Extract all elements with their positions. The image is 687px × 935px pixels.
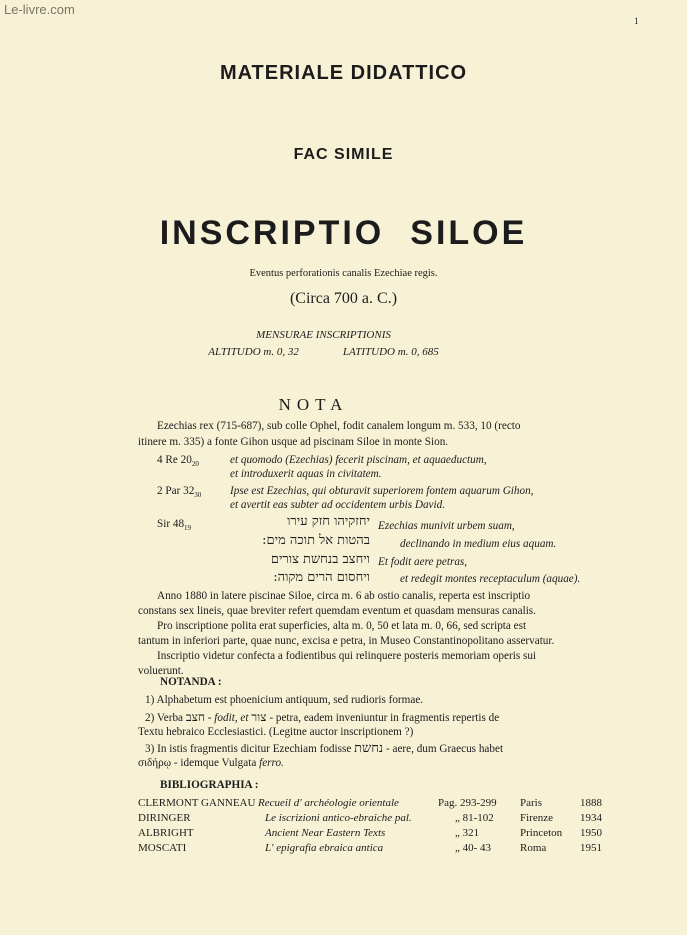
latitudo: LATITUDO m. 0, 685 [342,346,439,358]
bib-title: L' epigrafia ebraica antica [265,842,384,854]
bib-author: ALBRIGHT [138,827,194,839]
bib-year: 1934 [580,812,602,824]
hebrew-line-3: ויחצב בנחשת צורים [270,552,370,567]
ref-sir [157,518,191,535]
bib-pages: „ 81-102 [455,812,494,824]
ref-book: 2 Par 32 [157,485,195,497]
title-fac-simile: FAC SIMILE [293,146,394,163]
hebrew-line-1: יחזקיהו חזק עירו [287,514,370,529]
ref-2-par-line2: et avertit eas subter ad occidentem urbis David. [230,499,446,511]
nota-p3-line2: tantum in inferiori parte, quae nunc, excisa e petra, in Museo Constantinopolitano asservatur. [138,635,555,647]
nota-p4-line1: Inscriptio videtur confecta a fodientibus qui relinquere posteris memoriam operis sui [157,650,537,662]
bib-city: Princeton [520,827,563,839]
title-materiale-didattico: MATERIALE DIDATTICO [219,62,468,84]
bib-year: 1950 [580,827,602,839]
hebrew-line-2: בהטות אל תוכה מים: [262,533,370,548]
nota-p3-line1: Pro inscriptione polita erat superficies, alta m. 0, 50 et lata m. 0, 66, sed scripta est [157,620,527,632]
notanda-3-text: - idemque Vulgata [171,757,260,769]
bib-city: Firenze [520,812,553,824]
ref-2-par [157,485,201,502]
notanda-heading: NOTANDA : [160,676,222,688]
sir-latin-1: Ezechias munivit urbem suam, [378,520,515,532]
bibliography-heading: BIBLIOGRAPHIA : [160,779,259,791]
nota-p2-line2: constans sex lineis, quae breviter refert quemdam eventum et quasdam mensuras canalis. [138,605,536,617]
ref-book: 4 Re 20 [157,454,192,466]
ref-verse: 19 [184,524,192,533]
hebrew-line-4: ויחסום הרים מקוה: [273,570,370,585]
bib-author: CLERMONT GANNEAU [138,797,256,809]
notanda-2-text: - petra, eadem inveniuntur in fragmentis repertis de [266,712,500,724]
bib-city: Paris [520,797,542,809]
nota-p4-line2: voluerunt. [138,665,184,677]
bib-year: 1888 [580,797,602,809]
subtitle: Eventus perforationis canalis Ezechiae regis. [249,268,438,279]
bib-city: Roma [520,842,547,854]
nota-heading: NOTA [278,395,349,414]
bib-author: DIRINGER [138,812,191,824]
ref-verse: 30 [194,491,202,500]
notanda-2-text: 2) Verba [145,712,186,724]
bib-title: Le iscrizioni antico-ebraiche pal. [265,812,412,824]
greek-word: σιδήρῳ [138,757,172,769]
mensurae-heading: MENSURAE INSCRIPTIONIS [256,329,391,341]
sir-latin-2: declinando in medium eius aquam. [400,538,557,550]
title-inscriptio-siloe [0,214,687,253]
ref-verse: 20 [191,460,199,469]
sir-latin-3: Et fodit aere petras, [378,556,468,568]
ref-4-re-line1: et quomodo (Ezechias) fecerit piscinam, et aquaeductum, [230,454,487,466]
altitudo: ALTITUDO m. 0, 32 [208,346,299,358]
notanda-3-text: ferro. [259,757,284,769]
hebrew-word: חצב [185,710,205,724]
title-word-siloe: SILOE [410,214,528,252]
notanda-3-text: 3) In istis fragmentis dicitur Ezechiam fodisse [145,743,355,755]
date-line: (Circa 700 a. C.) [289,290,398,307]
ref-book: Sir 48 [157,518,185,530]
notanda-2 [145,711,499,725]
ref-4-re-line2: et introduxerit aquas in civitatem. [230,468,382,480]
bib-author: MOSCATI [138,842,187,854]
bib-title: Recueil d' archéologie orientale [258,797,399,809]
page-mark: 1 [634,16,639,26]
notanda-2-line2: Textu hebraico Ecclesiastici. (Legitne auctor inscriptionem ?) [138,726,414,738]
ref-4-re [157,454,199,471]
notanda-2-text: - fodit, et [204,712,252,724]
hebrew-word: נחשת [354,741,384,756]
dimensions-line [0,346,667,358]
nota-p1-line2: itinere m. 335) a fonte Gihon usque ad piscinam Siloe in monte Sion. [138,436,449,448]
notanda-3-text: - aere, dum Graecus habet [383,743,504,755]
bib-year: 1951 [580,842,602,854]
title-word-inscriptio: INSCRIPTIO [159,214,385,252]
watermark: Le-livre.com [4,2,75,17]
nota-p1-line1: Ezechias rex (715-687), sub colle Ophel, fodit canalem longum m. 533, 10 (recto [157,420,521,432]
sir-latin-4: et redegit montes receptaculum (aquae). [400,573,581,585]
notanda-3-line2 [138,757,284,770]
nota-p2-line1: Anno 1880 in latere piscinae Siloe, circa m. 6 ab ostio canalis, reperta est inscriptio [157,590,531,602]
notanda-1: 1) Alphabetum est phoenicium antiquum, sed rudioris formae. [145,694,424,706]
bib-pages: „ 321 [455,827,480,839]
hebrew-word: צור [251,710,267,724]
bib-title: Ancient Near Eastern Texts [265,827,386,839]
bib-pages: Pag. 293-299 [438,797,497,809]
ref-2-par-line1: Ipse est Ezechias, qui obturavit superiorem fontem aquarum Gihon, [230,485,534,497]
bib-pages: „ 40- 43 [455,842,492,854]
notanda-3 [145,742,503,756]
